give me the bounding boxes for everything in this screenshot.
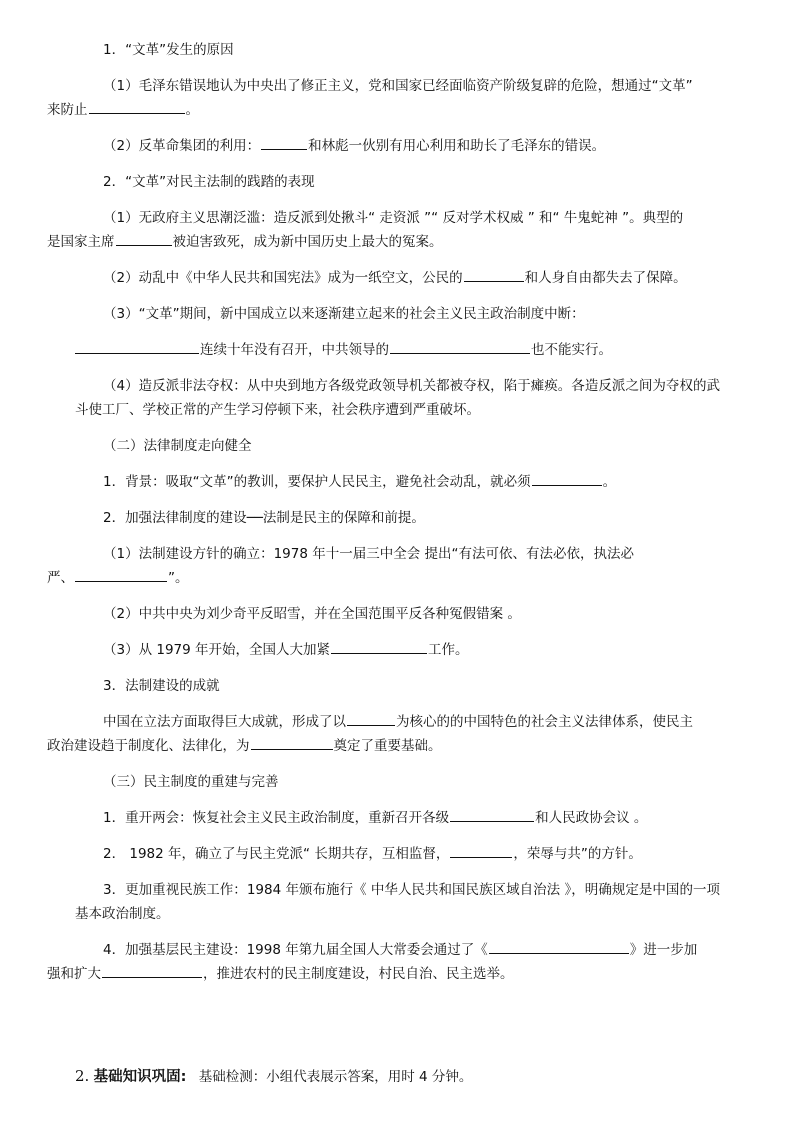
text: 工作。 [428, 642, 469, 658]
heading-2 [75, 170, 720, 194]
text: （1）法制建设方针的确立：1978 年十一届三中全会 提出“有法可依、有法必依，执法必 [103, 546, 635, 562]
text: 中国在立法方面取得巨大成就，形成了以 [103, 714, 346, 730]
text: 1．重开两会：恢复社会主义民主政治制度，重新召开各级 [103, 810, 450, 826]
fill-blank [261, 135, 307, 150]
fill-blank [489, 939, 629, 954]
text: 来防止 [47, 102, 88, 118]
paragraph-1982-policy [75, 842, 720, 866]
paragraph-reason-1 [47, 74, 720, 122]
text: 是国家主席 [47, 234, 115, 250]
text: 3．法制建设的成就 [103, 678, 220, 694]
text: ，荣辱与共”的方针。 [513, 846, 642, 862]
text: 》进一步加 [629, 942, 698, 958]
paragraph-npc-1979 [75, 638, 720, 662]
paragraph-background [75, 470, 720, 494]
fill-blank [464, 267, 524, 282]
text: 被迫害致死，成为新中国历史上最大的冤案。 [172, 234, 443, 250]
text: 连续十年没有召开，中共领导的 [200, 342, 389, 358]
section-heading-3 [75, 770, 720, 794]
text: （2）中共中央为刘少奇平反昭雪，并在全国范围平反各种冤假错案 。 [103, 606, 521, 622]
text: 2． 1982 年，确立了与民主党派“ 长期共存，互相监督， [103, 846, 450, 862]
fill-blank [347, 711, 395, 726]
fill-blank [89, 99, 185, 114]
text: ，推进农村的民主制度建设，村民自治、民主选举。 [203, 966, 514, 982]
text: （4）造反派非法夺权：从中央到地方各级党政领导机关都被夺权，陷于瘫痪。各造反派之间为夺权的武斗使工厂、学校正常的产生学习停顿下来，社会秩序遭到严重破坏。 [75, 378, 720, 418]
fill-blank [102, 963, 202, 978]
text: 1．“文革”发生的原因 [103, 42, 234, 58]
section-number: 2. [75, 1067, 90, 1085]
text: 强和扩大 [47, 966, 101, 982]
text: 也不能实行。 [531, 342, 612, 358]
paragraph-destruction-2 [75, 266, 720, 290]
text: 2．加强法律制度的建设──法制是民主的保障和前提。 [103, 510, 425, 526]
text: 和人身自由都失去了保障。 [524, 270, 687, 286]
text: （三）民主制度的重建与完善 [103, 774, 279, 790]
paragraph-destruction-1 [47, 206, 720, 254]
paragraph-legal-policy [47, 542, 720, 590]
heading-1 [75, 38, 720, 62]
text: 2．“文革”对民主法制的践踏的表现 [103, 174, 315, 190]
text: 严、 [47, 570, 74, 586]
text: 和人民政协会议 。 [535, 810, 648, 826]
text: （二）法律制度走向健全 [103, 438, 252, 454]
paragraph-destruction-3-cont [75, 338, 720, 362]
paragraph-legal-construction [75, 506, 720, 530]
fill-blank [75, 339, 199, 354]
text: 和林彪一伙别有用心利用和助长了毛泽东的错误。 [308, 138, 606, 154]
section-heading: 基础知识巩固: [93, 1069, 187, 1085]
paragraph-grassroots [47, 938, 720, 986]
fill-blank [450, 843, 512, 858]
fill-blank [450, 807, 534, 822]
text: 。 [602, 474, 617, 490]
fill-blank [390, 339, 530, 354]
paragraph-ethnic-work [75, 878, 720, 926]
paragraph-rehabilitation [75, 602, 720, 626]
paragraph-achievements [47, 710, 720, 758]
text: （3）从 1979 年开始，全国人大加紧 [103, 642, 331, 658]
text: 4．加强基层民主建设：1998 年第九届全国人大常委会通过了《 [103, 942, 488, 958]
section-footer [75, 1064, 720, 1089]
text: 。 [185, 102, 199, 118]
text: （2）反革命集团的利用： [103, 138, 261, 154]
heading-3 [75, 674, 720, 698]
text: 为核心的的中国特色的社会主义法律体系，使民主 [396, 714, 693, 730]
section-instruction: 基础检测：小组代表展示答案，用时 4 分钟。 [198, 1069, 473, 1085]
paragraph-destruction-3 [75, 302, 720, 326]
text: 1．背景：吸取“文革”的教训，要保护人民民主，避免社会动乱，就必须 [103, 474, 531, 490]
text: （3）“文革”期间，新中国成立以来逐渐建立起来的社会主义民主政治制度中断： [103, 306, 585, 322]
paragraph-two-sessions [75, 806, 720, 830]
document-body [47, 38, 720, 986]
section-heading-2 [75, 434, 720, 458]
text: （1）无政府主义思潮泛滥：造反派到处揪斗“ 走资派 ”“ 反对学术权威 ” 和“ 牛鬼蛇神 ”。典型的 [103, 210, 684, 226]
fill-blank [532, 471, 602, 486]
text: （2）动乱中《中华人民共和国宪法》成为一纸空文，公民的 [103, 270, 463, 286]
fill-blank [331, 639, 427, 654]
paragraph-reason-2 [75, 134, 720, 158]
paragraph-destruction-4 [75, 374, 720, 422]
text: ”。 [168, 570, 189, 586]
fill-blank [75, 567, 167, 582]
text: （1）毛泽东错误地认为中央出了修正主义，党和国家已经面临资产阶级复辟的危险，想通过“文革” [103, 78, 693, 94]
fill-blank [251, 735, 333, 750]
fill-blank [116, 231, 172, 246]
text: 3．更加重视民族工作：1984 年颁布施行《 中华人民共和国民族区域自治法 》，明确规定是中国的一项基本政治制度。 [75, 882, 720, 922]
text: 奠定了重要基础。 [333, 738, 442, 754]
text: 政治建设趋于制度化、法律化，为 [47, 738, 250, 754]
